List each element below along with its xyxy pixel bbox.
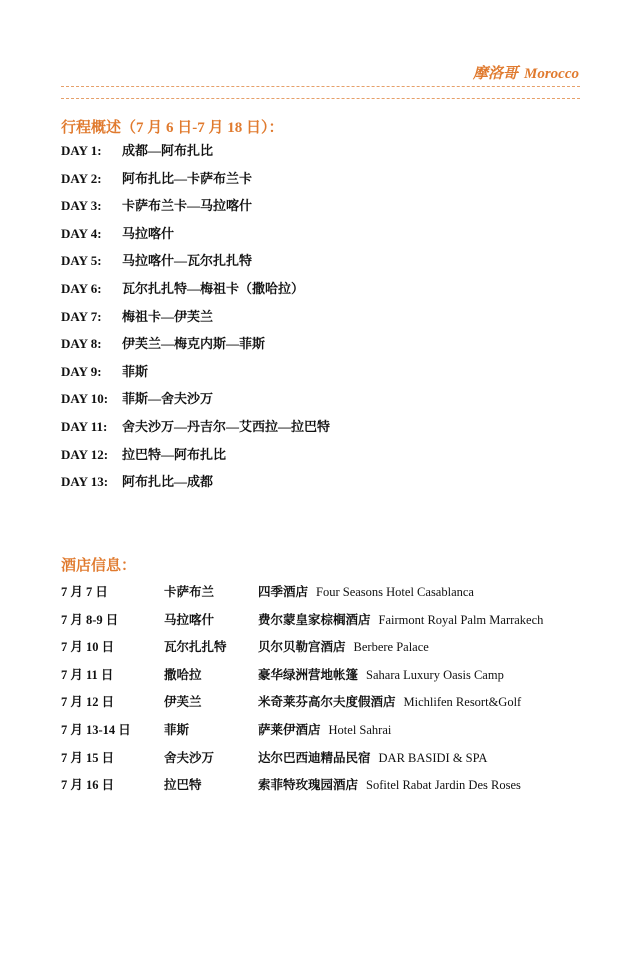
- day-route: 菲斯: [122, 363, 149, 379]
- day-route: 阿布扎比—卡萨布兰卡: [122, 170, 253, 186]
- day-route: 拉巴特—阿布扎比: [122, 446, 227, 462]
- brand-en: Morocco: [524, 66, 579, 82]
- hotel-name-en: Michlifen Resort&Golf: [403, 695, 522, 710]
- day-route: 瓦尔扎扎特—梅祖卡（撒哈拉）: [122, 280, 305, 296]
- day-label: DAY 12:: [61, 446, 109, 462]
- hotel-date: 7 月 15 日: [61, 750, 115, 765]
- day-route: 卡萨布兰卡—马拉喀什: [122, 198, 253, 214]
- brand-cn: 摩洛哥: [472, 66, 518, 82]
- itinerary-row: [61, 169, 330, 197]
- day-label: DAY 3:: [61, 198, 102, 214]
- hotel-name-en: Sahara Luxury Oasis Camp: [366, 667, 504, 682]
- itinerary-row: [61, 417, 330, 445]
- hotel-name-cn: 贝尔贝勒宫酒店: [258, 640, 346, 655]
- hotel-date: 7 月 8-9 日: [61, 612, 119, 627]
- itinerary-list: [61, 141, 330, 500]
- itinerary-title: 行程概述（7 月 6 日-7 月 18 日）：: [61, 120, 284, 136]
- day-route: 阿布扎比—成都: [122, 474, 214, 490]
- hotel-name-en: Four Seasons Hotel Casablanca: [316, 585, 474, 599]
- hotel-name-en: Berbere Palace: [353, 640, 429, 655]
- hotel-date: 7 月 11 日: [61, 667, 114, 682]
- day-route: 成都—阿布扎比: [122, 143, 214, 158]
- hotel-date: 7 月 16 日: [61, 778, 115, 793]
- day-label: DAY 4:: [61, 225, 102, 241]
- hotel-city: 菲斯: [164, 722, 190, 737]
- hotel-name: [258, 665, 504, 685]
- hotel-city: 卡萨布兰: [164, 585, 215, 599]
- hotel-city: 撒哈拉: [164, 667, 202, 682]
- hotel-city: 马拉喀什: [164, 612, 215, 627]
- hotel-name-cn: 四季酒店: [258, 585, 309, 599]
- day-route: 马拉喀什: [122, 225, 175, 241]
- hotel-name: [258, 775, 521, 795]
- hotel-name-cn: 达尔巴西迪精品民宿: [258, 750, 371, 765]
- day-label: DAY 11:: [61, 418, 108, 434]
- itinerary-row: [61, 389, 330, 417]
- day-route: 梅祖卡—伊芙兰: [122, 308, 214, 324]
- hotel-name-cn: 米奇莱芬高尔夫度假酒店: [258, 695, 396, 710]
- brand-header: [473, 62, 579, 83]
- hotel-city: 伊芙兰: [164, 695, 202, 710]
- hotel-name-en: DAR BASIDI & SPA: [378, 750, 488, 765]
- itinerary-row: [61, 224, 330, 252]
- header-divider-top: [61, 86, 580, 87]
- day-label: DAY 6:: [61, 280, 102, 296]
- header-divider-bottom: [61, 98, 580, 99]
- itinerary-row: [61, 251, 330, 279]
- hotel-city: 瓦尔扎扎特: [164, 640, 227, 655]
- hotel-name: [258, 748, 487, 768]
- day-label: DAY 1:: [61, 143, 102, 158]
- hotel-name: [258, 610, 543, 630]
- hotel-name-cn: 豪华绿洲营地帐篷: [258, 667, 359, 682]
- hotel-name-en: Fairmont Royal Palm Marrakech: [378, 612, 544, 627]
- hotel-name: [258, 582, 474, 602]
- hotel-name-cn: 索菲特玫瑰园酒店: [258, 778, 359, 793]
- hotel-city: 舍夫沙万: [164, 750, 215, 765]
- day-label: DAY 7:: [61, 308, 102, 324]
- hotel-name-cn: 萨莱伊酒店: [258, 722, 321, 737]
- day-label: DAY 2:: [61, 170, 102, 186]
- day-route: 舍夫沙万—丹吉尔—艾西拉—拉巴特: [122, 418, 331, 434]
- itinerary-row: [61, 307, 330, 335]
- day-label: DAY 8:: [61, 336, 102, 352]
- hotel-name-en: Hotel Sahrai: [328, 722, 392, 737]
- day-label: DAY 9:: [61, 363, 102, 379]
- hotel-name: [258, 720, 391, 740]
- itinerary-row: [61, 279, 330, 307]
- day-label: DAY 13:: [61, 474, 109, 490]
- itinerary-row: [61, 141, 330, 169]
- itinerary-row: [61, 362, 330, 390]
- hotel-date: 7 月 10 日: [61, 640, 115, 655]
- hotel-city: 拉巴特: [164, 778, 202, 793]
- day-route: 菲斯—舍夫沙万: [122, 391, 214, 407]
- day-route: 伊芙兰—梅克内斯—菲斯: [122, 336, 266, 352]
- hotel-name: [258, 637, 429, 657]
- hotel-name-cn: 费尔蒙皇家棕榈酒店: [258, 612, 371, 627]
- itinerary-row: [61, 445, 330, 473]
- itinerary-row: [61, 196, 330, 224]
- itinerary-row: [61, 472, 330, 500]
- hotel-name: [258, 692, 521, 712]
- hotel-date: 7 月 12 日: [61, 695, 115, 710]
- hotel-name-en: Sofitel Rabat Jardin Des Roses: [366, 778, 521, 793]
- day-label: DAY 5:: [61, 253, 102, 269]
- itinerary-row: [61, 334, 330, 362]
- day-route: 马拉喀什—瓦尔扎扎特: [122, 253, 253, 269]
- hotel-date: 7 月 13-14 日: [61, 722, 131, 737]
- hotels-title: 酒店信息：: [61, 558, 137, 574]
- hotel-date: 7 月 7 日: [61, 585, 108, 599]
- day-label: DAY 10:: [61, 391, 109, 407]
